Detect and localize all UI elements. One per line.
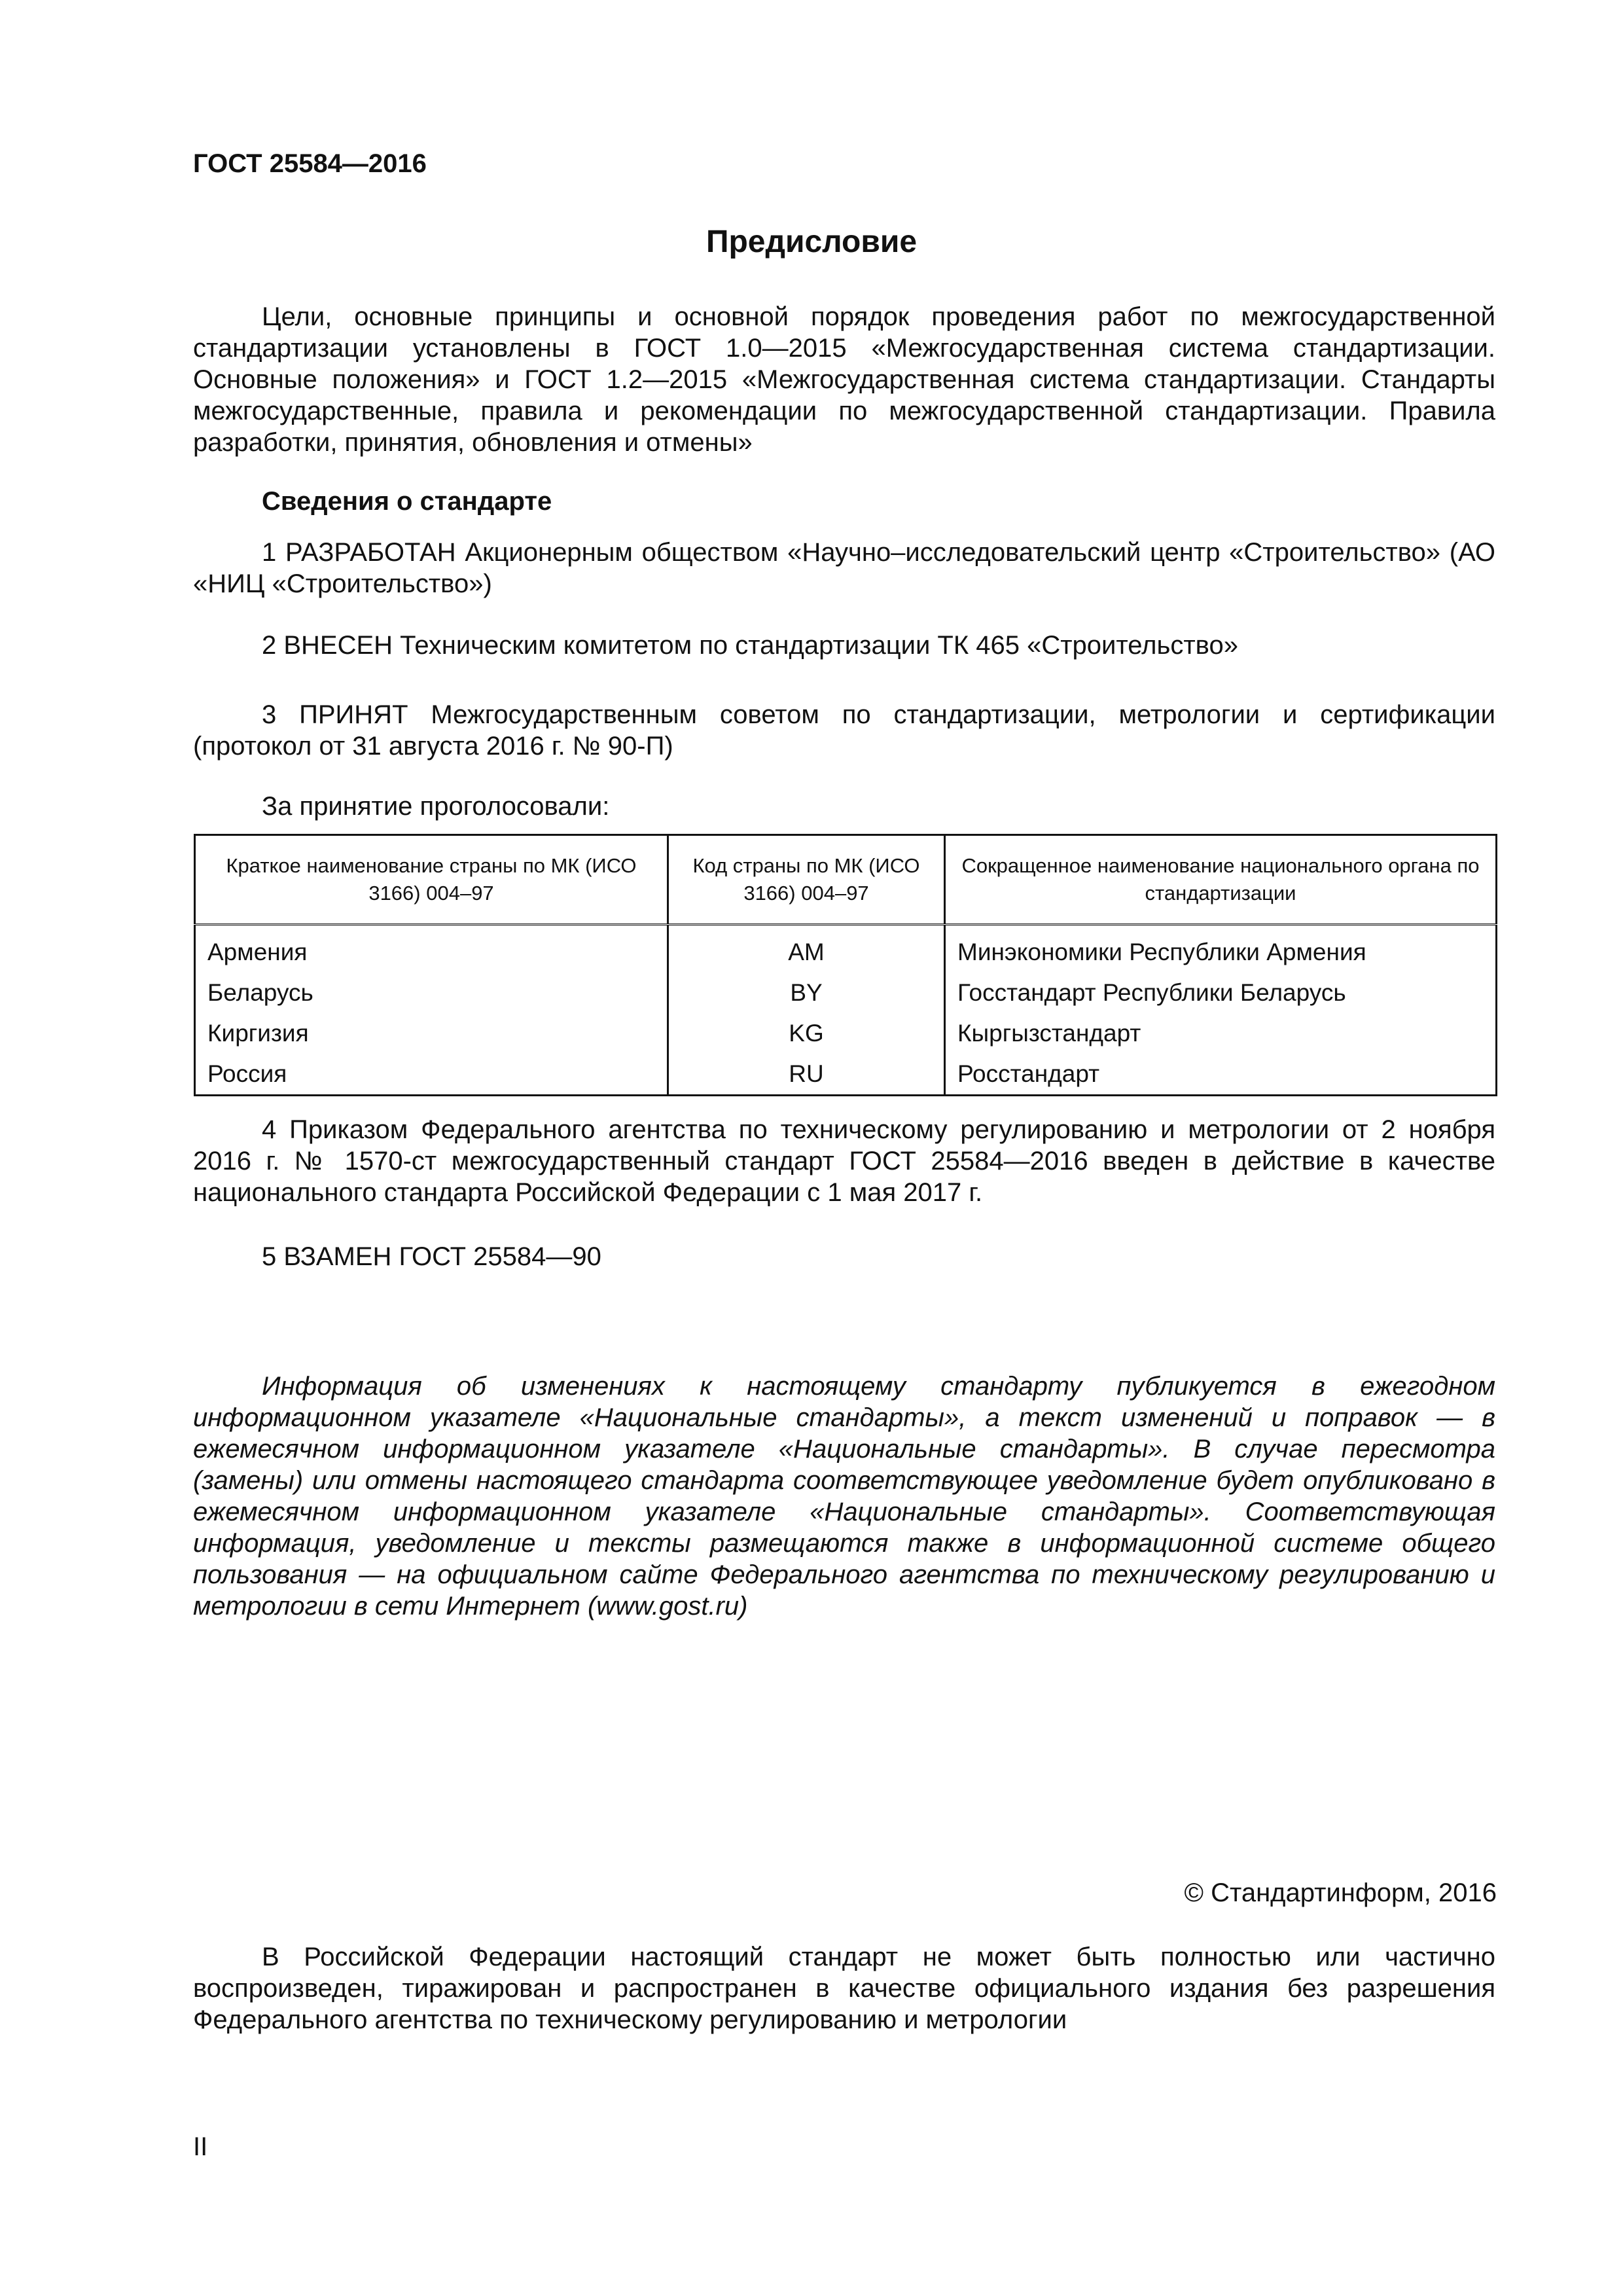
table-row — [195, 925, 1497, 973]
authority-cell: Росстандарт — [945, 1054, 1497, 1096]
country-cell: Беларусь — [207, 979, 313, 1006]
reproduction-restriction: В Российской Федерации настоящий стандарт не может быть полностью или частично воспроизведен, тиражирован и распространен в качестве официального издания без разрешения Федерального агентства по техническому регулированию и метрологии — [193, 1943, 1495, 2034]
column-header-country: Краткое наименование страны по МК (ИСО 3166) 004–97 — [195, 835, 668, 925]
country-cell: Киргизия — [207, 1020, 309, 1047]
code-cell: AM — [668, 925, 945, 973]
authority-cell: Минэкономики Республики Армения — [945, 925, 1497, 973]
document-id-header: ГОСТ 25584—2016 — [193, 149, 427, 178]
column-header-code: Код страны по МК (ИСО 3166) 004–97 — [668, 835, 945, 925]
item-4-enactment: 4 Приказом Федерального агентства по техническому регулированию и метрологии от 2 ноября 2016 г. № 1570-ст межгосударственный стандарт ГОСТ 25584—2016 введен в действие в качестве национального стандарта Российской Федерации с 1 мая 2017 г. — [193, 1115, 1495, 1207]
code-cell: KG — [668, 1013, 945, 1054]
item-1-developed: 1 РАЗРАБОТАН Акционерным обществом «Научно–исследовательский центр «Строительство» (АО «НИЦ «Строительство») — [193, 538, 1495, 598]
intro-paragraph: Цели, основные принципы и основной порядок проведения работ по межгосударственной стандартизации установлены в ГОСТ 1.0—2015 «Межгосударственная система стандартизации. Основные положения» и ГОСТ 1.2—2015 «Межгосударственная система стандартизации. Стандарты межгосударственные, правила и рекомендации по межгосударственной стандартизации. Правила разработки, принятия, обновления и отмены» — [193, 302, 1495, 457]
table-row — [195, 973, 1497, 1013]
voting-countries-table — [194, 834, 1497, 1096]
info-heading: Сведения о стандарте — [262, 487, 552, 516]
item-5-replaces: 5 ВЗАМЕН ГОСТ 25584—90 — [262, 1242, 601, 1271]
country-cell: Армения — [207, 939, 308, 965]
copyright-line: © Стандартинформ, 2016 — [1184, 1878, 1497, 1907]
item-2-introduced: 2 ВНЕСЕН Техническим комитетом по стандартизации ТК 465 «Строительство» — [262, 631, 1238, 660]
table-row — [195, 1013, 1497, 1054]
authority-cell: Кыргызстандарт — [945, 1013, 1497, 1054]
vote-label: За принятие проголосовали: — [262, 792, 610, 821]
country-cell: Россия — [207, 1060, 287, 1087]
code-cell: BY — [668, 973, 945, 1013]
item-3-adopted: 3 ПРИНЯТ Межгосударственным советом по стандартизации, метрологии и сертификации (протокол от 31 августа 2016 г. № 90-П) — [193, 700, 1495, 761]
changes-notice: Информация об изменениях к настоящему стандарту публикуется в ежегодном информационном указателе «Национальные стандарты», а текст изменений и поправок — в ежемесячном информационном указателе «Национальные стандарты». В случае пересмотра (замены) или отмены настоящего стандарта соответствующее уведомление будет опубликовано в ежемесячном информационном указателе «Национальные стандарты». Соответствующая информация, уведомление и тексты размещаются также в информационной системе общего пользования — на официальном сайте Федерального агентства по техническому регулированию и метрологии в сети Интернет (www.gost.ru) — [193, 1372, 1495, 1621]
code-cell: RU — [668, 1054, 945, 1096]
table-row — [195, 1054, 1497, 1096]
table-header-row — [195, 835, 1497, 925]
page-title: Предисловие — [705, 224, 918, 259]
page-number: II — [193, 2132, 208, 2161]
column-header-authority: Сокращенное наименование национального органа по стандартизации — [945, 835, 1497, 925]
authority-cell: Госстандарт Республики Беларусь — [945, 973, 1497, 1013]
